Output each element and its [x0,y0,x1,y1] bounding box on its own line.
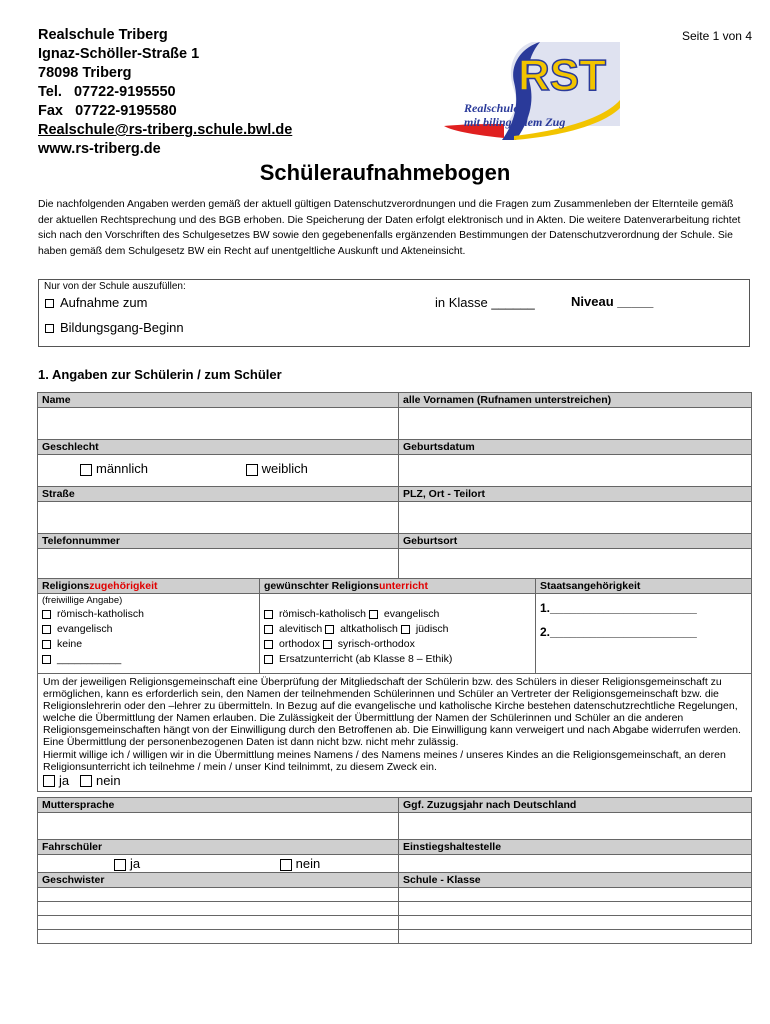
name-header: Name [38,393,399,408]
geschwister-input-4[interactable] [38,930,399,944]
ru-syr-checkbox[interactable] [323,640,332,649]
bildungsgang-row [45,320,184,335]
consent-text: Hiermit willige ich / willigen wir in die Übermittlung meines Namens / des Namens meines / unseres Kindes an die Religionsgemeinschaft, an deren Religionsunterricht ich teilnehme / mein / unser Kind teilnimmt, zu diesem Zweck ein. [43,748,726,773]
geschwister-input-1[interactable] [38,888,399,902]
school-only-label: Nur von der Schule auszufüllen: [44,281,186,292]
ru-alevitisch-checkbox[interactable] [264,625,273,634]
logo-letters: RST [518,51,606,100]
weiblich-checkbox[interactable] [246,464,258,476]
geschwister-input-3[interactable] [38,916,399,930]
page-number: Seite 1 von 4 [681,29,752,43]
schule-klasse-input-1[interactable] [399,888,752,902]
student-form-table-2 [37,797,752,944]
rel-rk-checkbox[interactable] [42,610,51,619]
muttersprache-input[interactable] [38,813,399,840]
section-1-title: 1. Angaben zur Schülerin / zum Schüler [38,367,282,382]
consent-ja-label: ja [59,772,70,788]
staat-2-field[interactable]: 2.______________________ [540,625,697,639]
rel-keine-label: keine [57,638,83,650]
consent-options [43,773,746,789]
geburtsort-input[interactable] [399,549,752,581]
geschwister-header: Geschwister [38,873,399,888]
fahrschueler-options [38,855,399,873]
religion-options [38,594,260,674]
haltestelle-input[interactable] [399,855,752,873]
ru-ethik-label: Ersatzunterricht (ab Klasse 8 – Ethik) [279,653,453,665]
telefon-header: Telefonnummer [38,534,399,549]
logo-line2: mit bilingualem Zug [464,115,566,129]
staat-fields [536,594,752,674]
rel-keine-checkbox[interactable] [42,640,51,649]
ru-juedisch-label: jüdisch [415,623,449,635]
religionsunterricht-header: gewünschter Religionsunterricht [260,579,536,594]
ru-alevitisch-label: alevitisch [279,623,323,635]
geburtsdatum-input[interactable] [399,455,752,487]
rel-ev-checkbox[interactable] [42,625,51,634]
staat-1-field[interactable]: 1.______________________ [540,601,697,615]
schule-klasse-input-4[interactable] [399,930,752,944]
rel-other-checkbox[interactable] [42,655,51,664]
fahr-ja-label: ja [130,856,141,871]
ru-rk-label: römisch-katholisch [279,608,366,620]
aufnahme-label: Aufnahme zum [60,295,148,310]
school-fax: Fax 07722-9195580 [38,103,177,119]
vornamen-input[interactable] [399,408,752,440]
ru-ethik-checkbox[interactable] [264,655,273,664]
klasse-field[interactable]: in Klasse ______ [435,295,535,310]
unterricht-options [260,594,536,674]
student-form-table [37,392,752,581]
ru-ev-checkbox[interactable] [369,610,378,619]
fahr-nein-checkbox[interactable] [280,859,292,871]
freiwillig-note: (freiwillige Angabe) [42,595,123,606]
zuzug-input[interactable] [399,813,752,840]
telefon-input[interactable] [38,549,399,581]
geschwister-input-2[interactable] [38,902,399,916]
bildungsgang-label: Bildungsgang-Beginn [60,320,184,335]
consent-cell [38,674,752,792]
ru-juedisch-checkbox[interactable] [401,625,410,634]
schule-klasse-input-2[interactable] [399,902,752,916]
ru-ev-label: evangelisch [383,608,440,620]
religion-header: Religionszugehörigkeit [38,579,260,594]
geschlecht-header: Geschlecht [38,440,399,455]
geschlecht-options [38,455,399,487]
name-input[interactable] [38,408,399,440]
rel-ev-label: evangelisch [57,623,113,635]
maennlich-checkbox[interactable] [80,464,92,476]
fahr-ja-checkbox[interactable] [114,859,126,871]
school-only-box [38,279,750,347]
ru-syr-label: syrisch-orthodox [337,638,415,650]
school-address [38,26,292,159]
fahr-nein-label: nein [295,856,321,871]
fahrschueler-header: Fahrschüler [38,840,399,855]
plz-header: PLZ, Ort - Teilort [399,487,752,502]
school-street: Ignaz-Schöller-Straße 1 [38,46,200,62]
haltestelle-header: Einstiegshaltestelle [399,840,752,855]
religion-table [37,578,752,792]
school-email-link[interactable]: Realschule@rs-triberg.schule.bwl.de [38,122,293,138]
rel-rk-label: römisch-katholisch [57,608,144,620]
ru-orthodox-label: orthodox [279,638,320,650]
schule-klasse-input-3[interactable] [399,916,752,930]
niveau-field[interactable]: Niveau _____ [571,294,654,309]
school-website: www.rs-triberg.de [38,141,161,157]
strasse-header: Straße [38,487,399,502]
page-title: Schüleraufnahmebogen [259,160,511,185]
aufnahme-row [45,295,147,310]
zuzug-header: Ggf. Zuzugsjahr nach Deutschland [399,798,752,813]
consent-nein-label: nein [95,772,121,788]
bildungsgang-checkbox[interactable] [45,324,54,333]
schule-klasse-header: Schule - Klasse [399,873,752,888]
school-phone: Tel. 07722-9195550 [38,84,176,100]
logo-line1: Realschule [464,101,519,115]
plz-input[interactable] [399,502,752,534]
muttersprache-header: Muttersprache [38,798,399,813]
school-city: 78098 Triberg [38,65,132,81]
ru-altkath-label: altkatholisch [340,623,398,635]
vornamen-header: alle Vornamen (Rufnamen unterstreichen) [399,393,752,408]
intro-text: Die nachfolgenden Angaben werden gemäß der aktuell gültigen Datenschutzverordnungen und die Fragen zum Zusammenleben der Elternteile gemäß der aktuellen Rechtsprechung und des BGB erhoben. Die Speicherung der Daten erfolgt elektronisch und in Akten. Die weitere Datenverarbeitung richtet sich nach den Vorschriften des Schulgesetzes BW sowie den gegebenenfalls ergänzenden Bestimmungen der Datenschutzverordnung der Schule. Sie haben gemäß dem Schulgesetz BW ein Recht auf unentgeltliche Auskunft und Akteneinsicht. [38,199,741,257]
consent-nein-checkbox[interactable] [80,775,92,787]
staatsangehoerigkeit-header: Staatsangehörigkeit [536,579,752,594]
ru-altkath-checkbox[interactable] [325,625,334,634]
school-name: Realschule Triberg [38,27,168,43]
weiblich-label: weiblich [261,461,308,476]
rel-other-field[interactable]: ___________ [57,653,122,665]
consent-ja-checkbox[interactable] [43,775,55,787]
geburtsdatum-header: Geburtsdatum [399,440,752,455]
aufnahme-checkbox[interactable] [45,299,54,308]
maennlich-label: männlich [96,461,149,476]
strasse-input[interactable] [38,502,399,534]
religion-notice: Um der jeweiligen Religionsgemeinschaft eine Überprüfung der Mitgliedschaft der Schülerin bzw. des Schülers in dieser Religionsgemeinschaft zu ermöglichen, kann es erforderlich sein, den Namen der teilnehmenden Schülerinnen und Schüler an Vertreter der Religionsgemeinschaft bzw. die Religionslehrerin oder den –lehrer zu übermitteln. In Bezug auf die evangelische und katholische Kirche bestehen datenschutzrechtliche Regelungen, welche die Übermittlung der Namen erlauben. Die Zulässigkeit der Übermittlung der Namen der Schülerinnen und Schüler an die anderen Religionsgemeinschaften hängt von der Einwilligung durch den Betroffenen ab. Die Einwilligung kann verweigert und nach Abgabe widerrufen werden. Eine Übermittlung der personenbezogenen Daten ist dann nicht bzw. nicht mehr zulässig. [43,676,741,749]
school-logo [444,38,620,142]
ru-orthodox-checkbox[interactable] [264,640,273,649]
geburtsort-header: Geburtsort [399,534,752,549]
ru-rk-checkbox[interactable] [264,610,273,619]
